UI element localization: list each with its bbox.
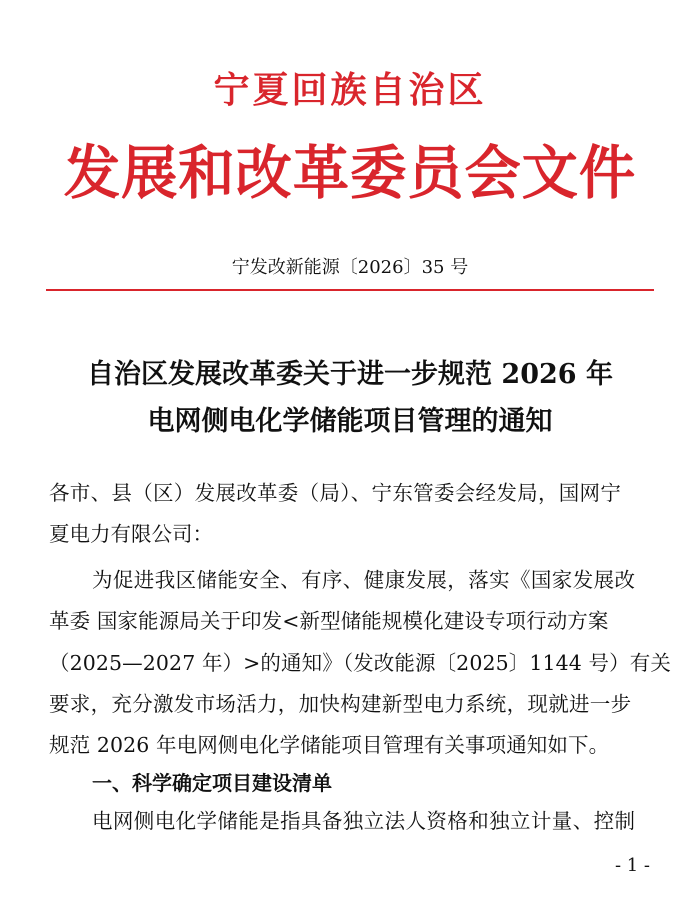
addressee-line-2: 夏电力有限公司： xyxy=(49,522,213,546)
addressee-line-1: 各市、县（区）发展改革委（局）、宁东管委会经发局，国网宁 xyxy=(49,481,622,505)
document-number: 宁发改新能源〔2026〕35 号 xyxy=(231,257,469,278)
section-1-heading: 一、科学确定项目建设清单 xyxy=(92,771,332,795)
body-line-4: 要求，充分激发市场活力，加快构建新型电力系统，现就进一步 xyxy=(49,692,632,716)
body-line-1: 为促进我区储能安全、有序、健康发展，落实《国家发展改 xyxy=(92,568,636,592)
section-1-line-1: 电网侧电化学储能是指具备独立法人资格和独立计量、控制 xyxy=(92,809,636,833)
red-separator-line xyxy=(46,289,654,291)
body-line-5: 规范 2026 年电网侧电化学储能项目管理有关事项通知如下。 xyxy=(49,733,610,757)
document-title-line-1: 自治区发展改革委关于进一步规范 2026 年 xyxy=(87,359,613,390)
body-line-3: （2025—2027 年）>的通知》（发改能源〔2025〕1144 号）有关 xyxy=(49,651,671,675)
issuer-document-header: 发展和改革委员会文件 xyxy=(63,139,637,207)
document-title-line-2: 电网侧电化学储能项目管理的通知 xyxy=(147,406,553,437)
issuer-region: 宁夏回族自治区 xyxy=(213,69,487,111)
page-number: - 1 - xyxy=(614,855,650,876)
body-line-2: 革委 国家能源局关于印发<新型储能规模化建设专项行动方案 xyxy=(49,609,609,633)
